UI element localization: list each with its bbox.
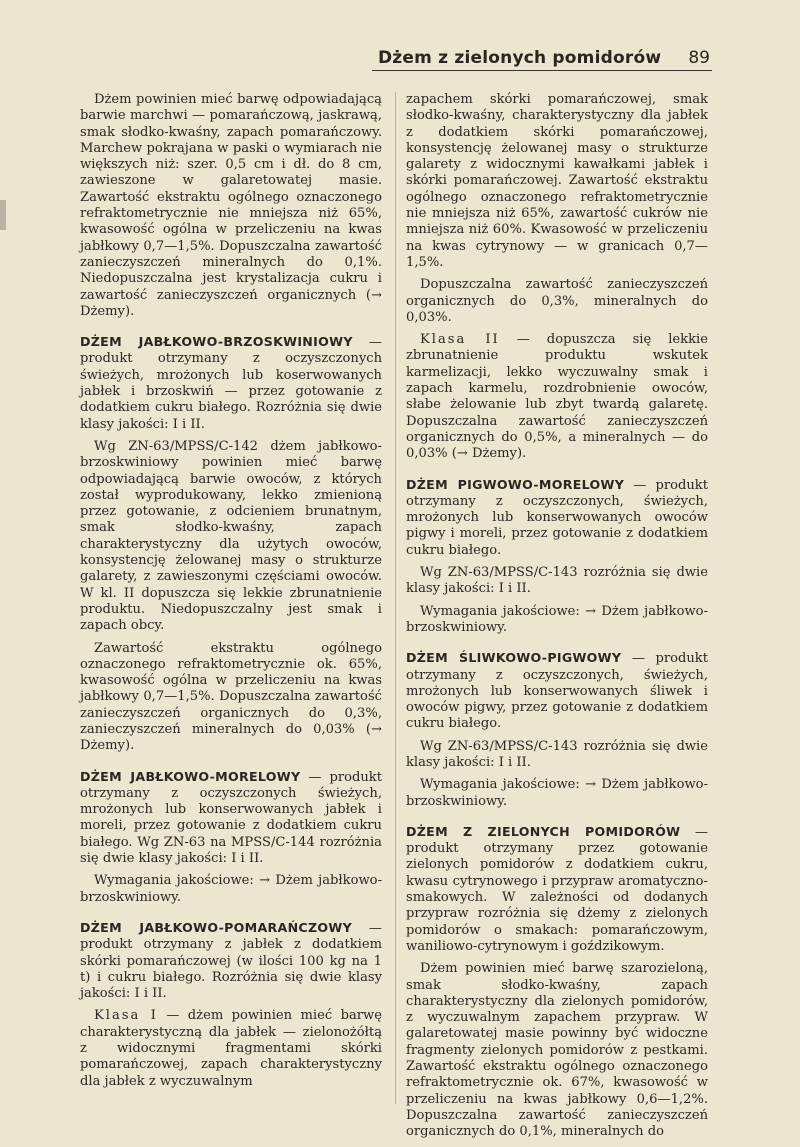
- paragraph: Wg ZN-63/MPSS/C-142 dżem jabłkowo-brzoskwiniowy powinien mieć barwę odpowiadającą barwie owoców, z których został wyprodukowany, lekko zmienioną przez gotowanie, z odcieniem brunatnym, smak słodko-kwaśny, zapach charakterystyczny dla użytych owoców, konsystencję żelowanej masy o strukturze galarety, z zawieszonymi częściami owoców. W kl. II dopuszcza się lekkie zbrunatnienie produktu. Niedopuszczalny jest smak i zapach obcy.: [80, 438, 382, 634]
- entry-headword: DŻEM PIGWOWO-MORELOWY: [406, 476, 625, 492]
- paragraph: Wg ZN-63/MPSS/C-143 rozróżnia się dwie klasy jakości: I i II.: [406, 565, 708, 597]
- entry-pigwowo-morelowy: [406, 477, 708, 559]
- page-number: 89: [688, 48, 710, 68]
- entry-headword: DŻEM JABŁKOWO-POMARAŃCZOWY: [80, 919, 352, 935]
- entry-definition: — produkt otrzymany z oczyszczonych, świeżych, mrożonych lub konserwowanych śliwek i owoców pigwy, przez gotowanie z dodatkiem cukru białego.: [406, 651, 708, 732]
- paragraph: Wymagania jakościowe: → Dżem jabłkowo-brzoskwiniowy.: [80, 873, 382, 905]
- entry-headword: DŻEM JABŁKOWO-MORELOWY: [80, 768, 301, 784]
- running-head-title: Dżem z zielonych pomidorów: [378, 48, 662, 68]
- entry-headword: DŻEM ŚLIWKOWO-PIGWOWY: [406, 650, 622, 666]
- entry-jablkowo-brzoskwiniowy: [80, 334, 382, 433]
- entry-sliwkowo-pigwowy: [406, 650, 708, 732]
- paragraph-text: — dżem powinien mieć barwę charakterystyczną dla jabłek — zielonożółtą z widocznymi fragmentami skórki pomarańczowej, zapach charakterystyczny dla jabłek z wyczuwalnym: [80, 1008, 383, 1089]
- class-label: Klasa II: [420, 332, 500, 348]
- page-edge-mark: [0, 200, 6, 230]
- paragraph-text: — dopuszcza się lekkie zbrunatnienie produktu wskutek karmelizacji, lekko wyczuwalny smak i zapach karmelu, rozdrobnienie owoców, słabe żelowanie lub zbyt twardą galaretę. Dopuszczalna zawartość zanieczyszczeń organicznych do 0,5%, a mineralnych — do 0,03% (→ Dżemy).: [406, 332, 708, 462]
- column-divider: [395, 92, 396, 1104]
- paragraph: [80, 1008, 382, 1089]
- class-label: Klasa I: [94, 1008, 158, 1024]
- running-head: [372, 44, 712, 71]
- paragraph: Wymagania jakościowe: → Dżem jabłkowo-brzoskwiniowy.: [406, 603, 708, 635]
- left-column: [80, 92, 382, 1096]
- paragraph: Wg ZN-63/MPSS/C-143 rozróżnia się dwie klasy jakości: I i II.: [406, 738, 708, 770]
- paragraph: zapachem skórki pomarańczowej, smak słodko-kwaśny, charakterystyczny dla jabłek z dodatkiem skórki pomarańczowej, konsystencję żelowanej masy o strukturze galarety z widocznymi kawałkami jabłek i skórki pomarańczowej. Zawartość ekstraktu ogólnego oznaczonego refraktometrycznie nie mniejsza niż 65%, zawartość cukrów nie mniejsza niż 60%. Kwasowość w przeliczeniu na kwas cytrynowy — w granicach 0,7—1,5%.: [406, 92, 708, 270]
- entry-headword: DŻEM JABŁKOWO-BRZOSKWINIOWY: [80, 334, 353, 350]
- entry-definition: — produkt otrzymany z oczyszczonych świeżych, mrożonych lub konserwowanych jabłek i moreli, przez gotowanie z dodatkiem cukru białego. Wg ZN-63 na MPSS/C-144 rozróżnia się dwie klasy jakości: I i II.: [80, 769, 382, 867]
- entry-definition: — produkt otrzymany z oczyszczonych świeżych, mrożonych lub koserwowanych jabłek i brzoskwiń — przez gotowanie z dodatkiem cukru białego. Rozróżnia się dwie klasy jakości: I i II.: [80, 335, 382, 432]
- right-column: [406, 92, 708, 1147]
- paragraph: Dopuszczalna zawartość zanieczyszczeń organicznych do 0,3%, mineralnych do 0,03%.: [406, 277, 708, 325]
- entry-definition: — produkt otrzymany z jabłek z dodatkiem skórki pomarańczowej (w ilości 100 kg na 1 t) i cukru białego. Rozróżnia się dwie klasy jakości: I i II.: [80, 920, 382, 1002]
- paragraph: Wymagania jakościowe: → Dżem jabłkowo-brzoskwiniowy.: [406, 777, 708, 809]
- entry-jablkowo-pomaranczowy: [80, 920, 382, 1002]
- entry-z-zielonych-pomidorow: [406, 824, 708, 955]
- entry-jablkowo-morelowy: [80, 769, 382, 868]
- entry-headword: DŻEM Z ZIELONYCH POMIDORÓW: [406, 823, 681, 839]
- entry-definition: — produkt otrzymany z oczyszczonych, świeżych, mrożonych lub konserwowanych owoców pigwy i moreli, przez gotowanie z dodatkiem cukru białego.: [406, 477, 708, 558]
- entry-definition: — produkt otrzymany przez gotowanie zielonych pomidorów z dodatkiem cukru, kwasu cytrynowego i przypraw aromatyczno-smakowych. W zależności od dodanych przypraw rozróżnia się dżemy z zielonych pomidorów o smakach: pomarańczowym, waniliowo-cytrynowym i goździkowym.: [406, 824, 708, 954]
- paragraph: Dżem powinien mieć barwę odpowiadającą barwie marchwi — pomarańczową, jaskrawą, smak słodko-kwaśny, zapach pomarańczowy. Marchew pokrajana w paski o wymiarach nie większych niż: szer. 0,5 cm i dł. do 8 cm, zawieszone w galaretowatej masie. Zawartość ekstraktu ogólnego oznaczonego refraktometrycznie nie mniejsza niż 65%, kwasowość ogólna w przeliczeniu na kwas jabłkowy 0,7—1,5%. Dopuszczalna zawartość zanieczyszczeń mineralnych do 0,1%. Niedopuszczalna jest krystalizacja cukru i zawartość zanieczyszczeń organicznych (→ Dżemy).: [80, 92, 382, 319]
- paragraph: [406, 332, 708, 462]
- paragraph: Dżem powinien mieć barwę szarozieloną, smak słodko-kwaśny, zapach charakterystyczny dla zielonych pomidorów, z wyczuwalnym zapachem przypraw. W galaretowatej masie powinny być widoczne fragmenty zielonych pomidorów z pestkami. Zawartość ekstraktu ogólnego oznaczonego refraktometrycznie ok. 67%, kwasowość w przeliczeniu na kwas jabłkowy 0,6—1,2%. Dopuszczalna zawartość zanieczyszczeń organicznych do 0,1%, mineralnych do: [406, 961, 708, 1140]
- paragraph: Zawartość ekstraktu ogólnego oznaczonego refraktometrycznie ok. 65%, kwasowość ogólna w przeliczeniu na kwas jabłkowy 0,7—1,5%. Dopuszczalna zawartość zanieczyszczeń organicznych do 0,3%, zanieczyszczeń mineralnych do 0,03% (→ Dżemy).: [80, 640, 382, 754]
